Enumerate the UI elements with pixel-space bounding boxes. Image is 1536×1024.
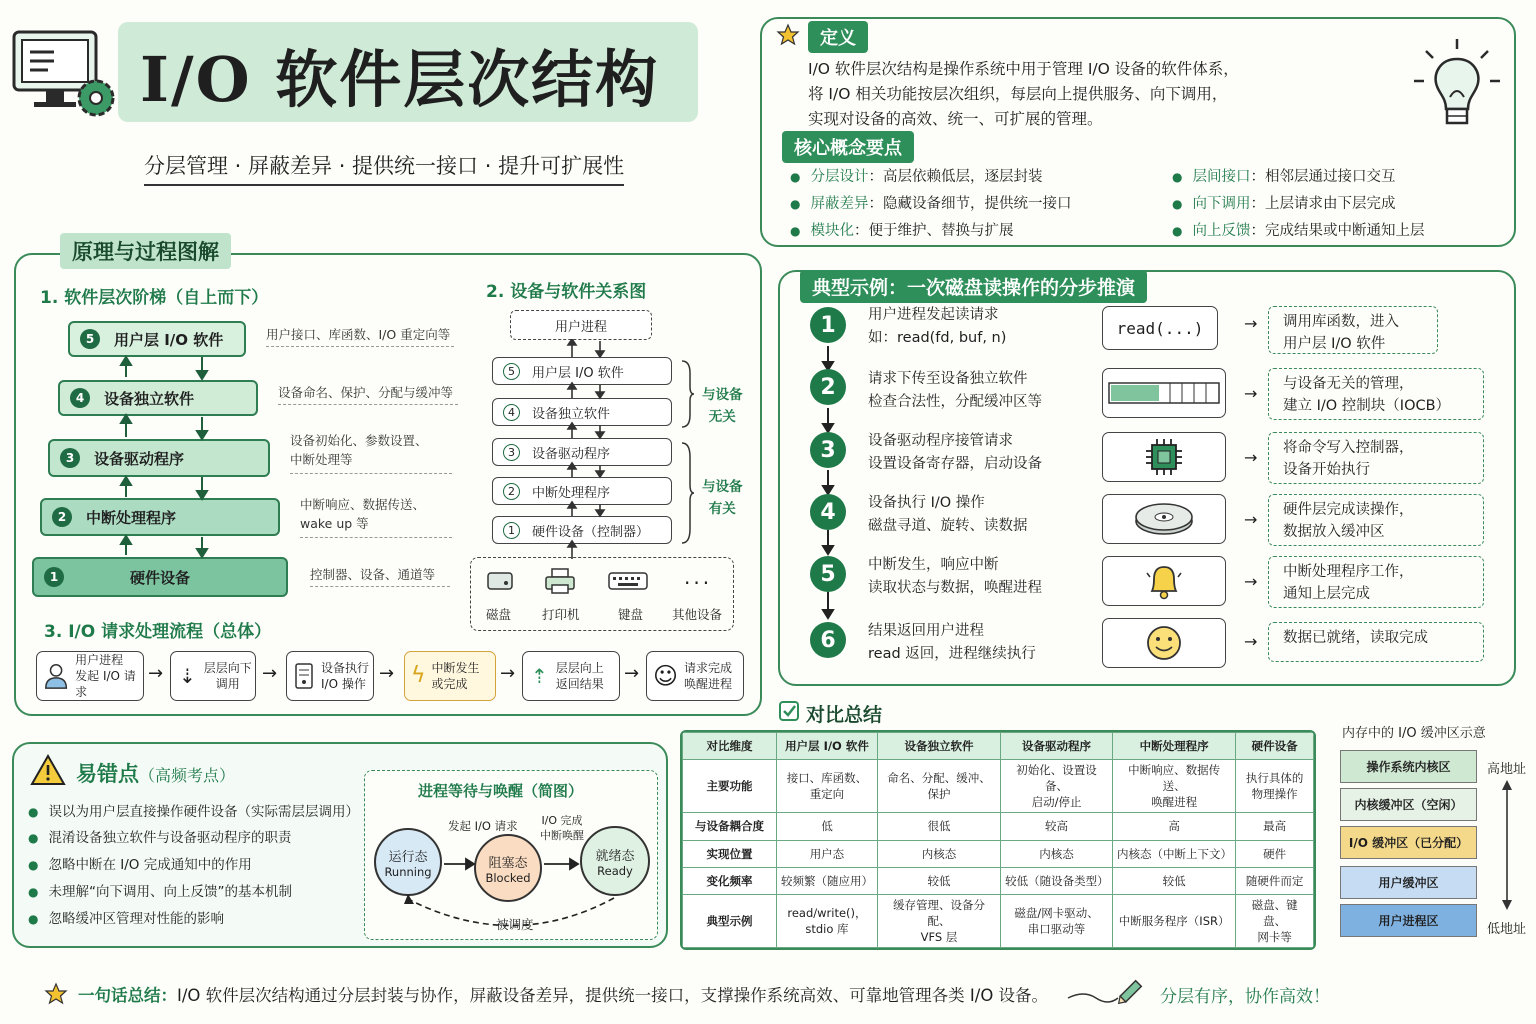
device-label: 其他设备 (672, 607, 723, 622)
ladder-desc-2: 中断响应、数据传送、 wake up 等 (300, 495, 452, 538)
table-cell: 中断响应、数据传送、 唤醒进程 (1112, 760, 1235, 813)
step-arrow: → (1244, 448, 1258, 467)
flow-arrow: → (148, 663, 164, 684)
step-number: 3 (810, 432, 846, 468)
step-visual-read: read(...) (1102, 306, 1218, 350)
buffer-block: 内核缓冲区（空闲） (1340, 788, 1477, 821)
table-header: 硬件设备 (1236, 733, 1314, 760)
table-cell: 命名、分配、缓冲、 保护 (877, 760, 1000, 813)
step-text: 用户进程发起读请求 如：read(fd, buf, n) (868, 307, 1007, 347)
state-diagram-title: 进程等待与唤醒（简图） (418, 782, 584, 800)
buffer-low-label: 低地址 (1487, 922, 1527, 937)
table-cell: 较低 (877, 867, 1000, 894)
definition-line-1: I/O 软件层次结构是操作系统中用于管理 I/O 设备的软件体系， (808, 60, 1239, 78)
printer-icon (544, 567, 576, 595)
step-text: 结果返回用户进程 read 返回，进程继续执行 (868, 623, 1036, 663)
flow-arrow: → (379, 663, 395, 684)
table-cell: 最高 (1236, 813, 1314, 840)
step-result: 数据已就绪，读取完成 (1268, 622, 1484, 662)
header (0, 0, 740, 200)
state-blocked: 阻塞态 Blocked (474, 834, 542, 902)
table-row (683, 867, 1314, 894)
table-cell: 执行具体的 物理操作 (1236, 760, 1314, 813)
table-header: 中断处理程序 (1112, 733, 1235, 760)
concept-item: ● 层间接口：相邻层通过接口交互 (1172, 165, 1395, 186)
relation-layer-3: 3 设备驱动程序 (492, 438, 672, 466)
step-number: 4 (810, 494, 846, 530)
ladder-layer-2: 2 中断处理程序 (40, 498, 280, 536)
flow-step-4: ϟ 中断发生 或完成 (404, 651, 496, 701)
pencil-icon (1066, 976, 1146, 1008)
disk-platter-icon (1132, 499, 1196, 539)
table-cell: 中断服务程序（ISR） (1112, 895, 1235, 948)
keyboard-icon (608, 571, 648, 591)
ladder-layer-1: 1 硬件设备 (32, 557, 288, 597)
ladder-title: 1. 软件层次阶梯（自上而下） (40, 288, 269, 308)
principle-panel (14, 240, 762, 716)
table-header: 用户层 I/O 软件 (777, 733, 878, 760)
lightbulb-icon (1412, 37, 1502, 147)
table-cell: 磁盘、键盘、 网卡等 (1236, 895, 1314, 948)
table-header: 对比维度 (683, 733, 777, 760)
relation-title: 2. 设备与软件关系图 (486, 282, 647, 302)
table-cell: 很低 (877, 813, 1000, 840)
definition-panel (760, 17, 1516, 247)
brace-independent-label: 与设备 无关 (702, 387, 743, 425)
buffer-block: I/O 缓冲区（已分配） (1340, 826, 1477, 859)
step-visual-smile (1102, 618, 1226, 668)
relation-layer-4: 4 设备独立软件 (492, 398, 672, 426)
device-icon (293, 662, 315, 690)
buffer-title: 内存中的 I/O 缓冲区示意 (1342, 726, 1486, 741)
table-row-label: 典型示例 (683, 895, 777, 948)
address-arrow (1500, 780, 1514, 910)
flow-arrow: → (500, 663, 516, 684)
step-text: 请求下传至设备独立软件 检查合法性，分配缓冲区等 (868, 371, 1042, 411)
ladder-desc-4: 设备命名、保护、分配与缓冲等 (278, 383, 458, 405)
table-cell: 内核态 (1001, 840, 1113, 867)
step-number: 2 (810, 369, 846, 405)
table-row-label: 实现位置 (683, 840, 777, 867)
table-cell: read/write()， stdio 库 (777, 895, 878, 948)
table-cell: 高 (1112, 813, 1235, 840)
page-title: I/O 软件层次结构 (140, 43, 660, 116)
table-cell: 接口、库函数、 重定向 (777, 760, 878, 813)
step-result: 调用库函数，进入 用户层 I/O 软件 (1268, 306, 1438, 354)
edge-label-request: 发起 I/O 请求 (448, 819, 518, 833)
step-text: 设备执行 I/O 操作 磁盘寻道、旋转、读数据 (868, 495, 1028, 535)
concept-item: ● 屏蔽差异：隐藏设备细节，提供统一接口 (790, 192, 1071, 213)
table-header-row (683, 733, 1314, 760)
step-visual-bell (1102, 556, 1226, 606)
step-arrow: → (1244, 632, 1258, 651)
concept-item: ● 向下调用：上层请求由下层完成 (1172, 192, 1395, 213)
concepts-tag: 核心概念要点 (782, 131, 914, 163)
relation-arrows (556, 339, 616, 561)
chip-icon (1142, 437, 1186, 477)
flow-step-6: ☺ 请求完成 唤醒进程 (646, 651, 744, 701)
table-cell: 较低（随设备类型） (1001, 867, 1113, 894)
table-row-label: 主要功能 (683, 760, 777, 813)
bell-icon (1142, 561, 1186, 601)
pitfalls-panel (12, 742, 668, 948)
pitfall-item: ● 未理解“向下调用、向上反馈”的基本机制 (28, 880, 292, 900)
edge-label-schedule: 被调度 (496, 917, 534, 932)
table-row-label: 与设备耦合度 (683, 813, 777, 840)
step-number: 6 (810, 622, 846, 658)
device-label: 键盘 (618, 607, 644, 622)
checkbox-icon (778, 700, 800, 722)
disk-icon (486, 569, 514, 593)
step-number: 1 (810, 307, 846, 343)
step-arrow: → (1244, 384, 1258, 403)
relation-layer-1: 1 硬件设备（控制器） (492, 516, 672, 544)
table-row (683, 813, 1314, 840)
definition-tag: 定义 (808, 21, 868, 53)
pitfall-item: ● 混淆设备独立软件与设备驱动程序的职责 (28, 826, 291, 846)
flow-step-1: 用户进程 发起 I/O 请求 (36, 651, 144, 701)
arrow-up-icon: ⇡ (531, 663, 548, 688)
relation-layer-2: 2 中断处理程序 (492, 477, 672, 505)
example-tag: 典型示例：一次磁盘读操作的分步推演 (800, 270, 1147, 303)
ladder-desc-3: 设备初始化、参数设置、 中断处理等 (290, 431, 452, 474)
table-cell: 内核态 (877, 840, 1000, 867)
pitfalls-title: 易错点（高频考点） (76, 762, 236, 786)
table-header: 设备驱动程序 (1001, 733, 1113, 760)
brace-lower (680, 441, 694, 545)
table-row (683, 895, 1314, 948)
star-icon (776, 23, 800, 47)
principle-tag: 原理与过程图解 (60, 233, 231, 269)
pitfall-item: ● 忽略中断在 I/O 完成通知中的作用 (28, 853, 252, 873)
concept-item: ● 分层设计：高层依赖低层，逐层封装 (790, 165, 1042, 186)
flow-step-2: ⇣ 层层向下 调用 (170, 651, 256, 701)
more-devices-icon: ··· (684, 571, 713, 595)
brace-dependent-label: 与设备 有关 (702, 479, 743, 517)
table-cell: 较频繁（随应用） (777, 867, 878, 894)
table-cell: 缓存管理、设备分配、 VFS 层 (877, 895, 1000, 948)
step-arrow: → (1244, 510, 1258, 529)
buffer-block: 用户进程区 (1340, 904, 1477, 937)
pitfall-item: ● 忽略缓冲区管理对性能的影响 (28, 907, 224, 927)
state-arrows (364, 824, 658, 934)
flow-arrow: → (262, 663, 278, 684)
user-icon (43, 661, 69, 691)
comparison-title: 对比总结 (806, 704, 883, 726)
summary-motto: 分层有序，协作高效！ (1160, 987, 1330, 1007)
buffer-icon (1108, 381, 1220, 405)
device-label: 打印机 (542, 607, 580, 622)
state-running: 运行态 Running (374, 828, 442, 896)
ladder-desc-1: 控制器、设备、通道等 (310, 565, 450, 587)
warning-icon (30, 754, 66, 786)
buffer-block: 操作系统内核区 (1340, 750, 1477, 783)
table-cell: 硬件 (1236, 840, 1314, 867)
buffer-high-label: 高地址 (1487, 762, 1527, 777)
concept-item: ● 向上反馈：完成结果或中断通知上层 (1172, 219, 1424, 240)
table-row-label: 变化频率 (683, 867, 777, 894)
step-text: 设备驱动程序接管请求 设置设备寄存器，启动设备 (868, 433, 1042, 473)
smile-icon (1144, 623, 1184, 663)
step-result: 硬件层完成读操作， 数据放入缓冲区 (1268, 494, 1484, 546)
ladder-desc-5: 用户接口、库函数、I/O 重定向等 (266, 325, 454, 347)
step-visual-buffer (1102, 368, 1226, 418)
ladder-layer-4: 4 设备独立软件 (58, 380, 258, 416)
table-header: 设备独立软件 (877, 733, 1000, 760)
table-cell: 用户态 (777, 840, 878, 867)
concept-item: ● 模块化：便于维护、替换与扩展 (790, 219, 1013, 240)
table-row (683, 840, 1314, 867)
computer-gear-icon (10, 28, 120, 123)
step-result: 中断处理程序工作， 通知上层完成 (1268, 556, 1484, 608)
step-result: 与设备无关的管理， 建立 I/O 控制块（IOCB） (1268, 368, 1484, 420)
table-cell: 随硬件而定 (1236, 867, 1314, 894)
lightning-icon: ϟ (411, 663, 426, 689)
table-row (683, 760, 1314, 813)
summary-line: 一句话总结：I/O 软件层次结构通过分层封装与协作，屏蔽设备差异，提供统一接口，支撑操作系统高效、可靠地管理各类 I/O 设备。 (78, 986, 1049, 1005)
table-cell: 内核态（中断上下文） (1112, 840, 1235, 867)
brace-upper (680, 359, 694, 429)
step-visual-disk (1102, 494, 1226, 544)
device-label: 磁盘 (486, 607, 512, 622)
step-visual-chip (1102, 432, 1226, 482)
table-cell: 较高 (1001, 813, 1113, 840)
definition-line-3: 实现对设备的高效、统一、可扩展的管理。 (808, 110, 1103, 128)
arrow-down-icon: ⇣ (179, 663, 196, 688)
flow-step-5: ⇡ 层层向上 返回结果 (522, 651, 620, 701)
step-result: 将命令写入控制器， 设备开始执行 (1268, 432, 1484, 484)
step-arrow: → (1244, 314, 1258, 333)
comparison-table-wrap (680, 730, 1316, 950)
edge-label-complete: I/O 完成 中断唤醒 (540, 814, 584, 842)
table-cell: 较低 (1112, 867, 1235, 894)
star-icon (44, 982, 68, 1006)
step-arrow: → (1244, 572, 1258, 591)
page-subtitle: 分层管理 · 屏蔽差异 · 提供统一接口 · 提升可扩展性 (144, 150, 624, 186)
flow-step-3: 设备执行 I/O 操作 (286, 651, 374, 701)
flow-title: 3. I/O 请求处理流程（总体） (44, 622, 272, 642)
ladder-layer-5: 5 用户层 I/O 软件 (68, 321, 246, 357)
ladder-arrows (96, 355, 236, 560)
table-cell: 磁盘/网卡驱动、 串口驱动等 (1001, 895, 1113, 948)
step-text: 中断发生，响应中断 读取状态与数据，唤醒进程 (868, 557, 1042, 597)
flow-arrow: → (624, 663, 640, 684)
ladder-layer-3: 3 设备驱动程序 (48, 439, 270, 477)
step-number: 5 (810, 556, 846, 592)
smile-icon: ☺ (653, 661, 679, 690)
relation-user-process: 用户进程 (510, 310, 652, 340)
definition-line-2: 将 I/O 相关功能按层次组织，每层向上提供服务、向下调用， (808, 85, 1228, 103)
relation-layer-5: 5 用户层 I/O 软件 (492, 357, 672, 385)
comparison-table (682, 732, 1314, 948)
buffer-block: 用户缓冲区 (1340, 866, 1477, 899)
state-ready: 就绪态 Ready (580, 826, 650, 896)
table-cell: 低 (777, 813, 878, 840)
table-cell: 初始化、设置设备、 启动/停止 (1001, 760, 1113, 813)
pitfall-item: ● 误以为用户层直接操作硬件设备（实际需层层调用） (28, 800, 359, 820)
